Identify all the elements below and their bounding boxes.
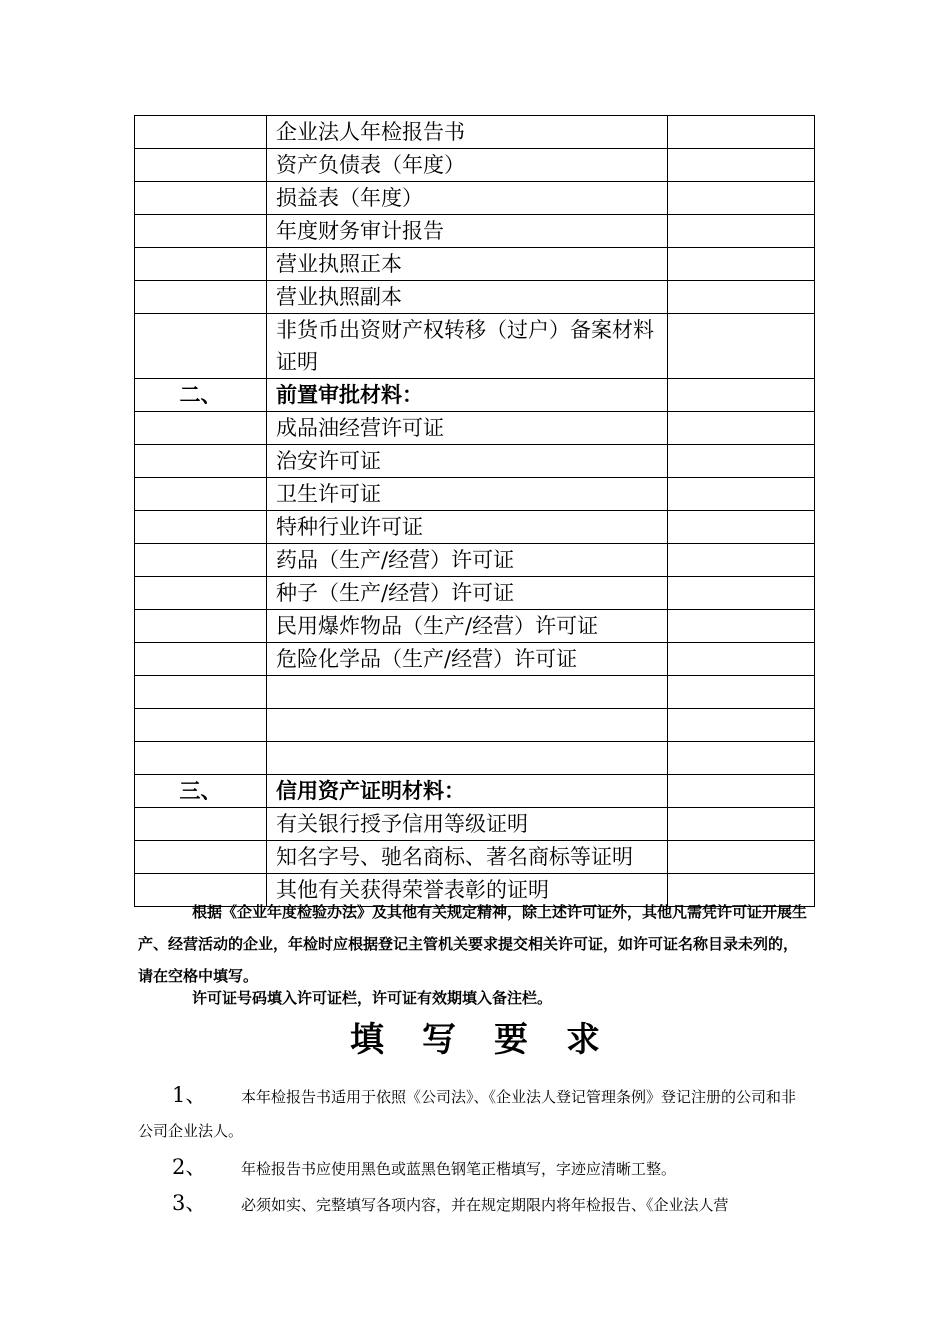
material-item-cell: 营业执照正本 [267,248,668,281]
section-cell [135,281,267,314]
remark-cell[interactable] [668,841,815,874]
remark-cell[interactable] [668,182,815,215]
remark-cell[interactable] [668,412,815,445]
requirement-number: 1、 [172,1083,207,1107]
remark-cell[interactable] [668,775,815,808]
material-item-cell: 有关银行授予信用等级证明 [267,808,668,841]
table-row [135,742,815,775]
materials-table-body [135,116,815,907]
material-item-cell: 治安许可证 [267,445,668,478]
remark-cell[interactable] [668,445,815,478]
material-item-cell: 特种行业许可证 [267,511,668,544]
section-cell [135,478,267,511]
remark-cell[interactable] [668,742,815,775]
section-title-cell: 信用资产证明材料： [267,775,668,808]
note-paragraph-1: 根据《企业年度检验办法》及其他有关规定精神，除上述许可证外，其他凡需凭许可证开展生产、经营活动的企业，年检时应根据登记主管机关要求提交相关许可证，如许可证名称目录未列的，请在空格中填写。 [138,903,808,985]
section-cell [135,742,267,775]
material-item-cell: 年度财务审计报告 [267,215,668,248]
section-cell [135,610,267,643]
material-item-cell: 民用爆炸物品（生产/经营）许可证 [267,610,668,643]
requirement-text: 年检报告书应使用黑色或蓝黑色钢笔正楷填写，字迹应清晰工整。 [241,1160,677,1178]
requirement-2 [138,1150,810,1186]
material-item-cell: 药品（生产/经营）许可证 [267,544,668,577]
table-row [135,709,815,742]
section-cell [135,676,267,709]
materials-table [134,115,815,907]
table-row [135,841,815,874]
table-row [135,248,815,281]
table-row [135,511,815,544]
remark-cell[interactable] [668,248,815,281]
material-item-cell [267,676,668,709]
section-title-cell: 前置审批材料： [267,379,668,412]
requirement-1 [138,1078,810,1148]
section-cell [135,116,267,149]
material-item-cell: 营业执照副本 [267,281,668,314]
remark-cell[interactable] [668,577,815,610]
material-item-cell: 企业法人年检报告书 [267,116,668,149]
material-item-cell [267,709,668,742]
table-row [135,215,815,248]
remark-cell[interactable] [668,610,815,643]
material-item-cell: 知名字号、驰名商标、著名商标等证明 [267,841,668,874]
table-row [135,544,815,577]
section-cell: 二、 [135,379,267,412]
table-row [135,149,815,182]
requirement-text: 必须如实、完整填写各项内容，并在规定期限内将年检报告、《企业法人营 [241,1196,729,1214]
remark-cell[interactable] [668,215,815,248]
section-cell [135,643,267,676]
remark-cell[interactable] [668,544,815,577]
table-row [135,281,815,314]
remark-cell[interactable] [668,281,815,314]
table-row [135,314,815,379]
remark-cell[interactable] [668,149,815,182]
material-item-cell: 非货币出资财产权转移（过户）备案材料证明 [267,314,668,379]
section-cell: 三、 [135,775,267,808]
material-item-cell: 种子（生产/经营）许可证 [267,577,668,610]
section-cell [135,841,267,874]
section-cell [135,248,267,281]
table-row [135,643,815,676]
requirements-heading: 填写要求 [350,1020,638,1060]
material-item-cell: 其他有关获得荣誉表彰的证明 [267,874,668,907]
section-cell [135,709,267,742]
requirement-number: 3、 [172,1191,207,1215]
section-cell [135,544,267,577]
remark-cell[interactable] [668,808,815,841]
remark-cell[interactable] [668,643,815,676]
section-cell [135,314,267,379]
section-cell [135,182,267,215]
remark-cell[interactable] [668,709,815,742]
table-row [135,445,815,478]
material-item-cell: 资产负债表（年度） [267,149,668,182]
section-cell [135,808,267,841]
remark-cell[interactable] [668,116,815,149]
table-row [135,775,815,808]
section-cell [135,577,267,610]
material-item-cell: 危险化学品（生产/经营）许可证 [267,643,668,676]
table-row [135,412,815,445]
material-item-cell: 损益表（年度） [267,182,668,215]
table-row [135,808,815,841]
material-item-cell: 卫生许可证 [267,478,668,511]
table-row [135,610,815,643]
table-row [135,478,815,511]
remark-cell[interactable] [668,511,815,544]
material-item-cell: 成品油经营许可证 [267,412,668,445]
remark-cell[interactable] [668,676,815,709]
table-row [135,676,815,709]
section-cell [135,511,267,544]
remark-cell[interactable] [668,314,815,379]
requirement-3 [138,1186,810,1222]
section-cell [135,149,267,182]
section-cell [135,215,267,248]
remark-cell[interactable] [668,478,815,511]
table-row [135,182,815,215]
note-paragraph-2: 许可证号码填入许可证栏，许可证有效期填入备注栏。 [192,989,553,1007]
requirement-text: 本年检报告书适用于依照《公司法》、《企业法人登记管理条例》登记注册的公司和非公司企业法人。 [138,1088,797,1140]
requirement-number: 2、 [172,1155,207,1179]
table-row [135,116,815,149]
table-row [135,577,815,610]
table-row [135,379,815,412]
section-cell [135,412,267,445]
material-item-cell [267,742,668,775]
remark-cell[interactable] [668,379,815,412]
section-cell [135,445,267,478]
